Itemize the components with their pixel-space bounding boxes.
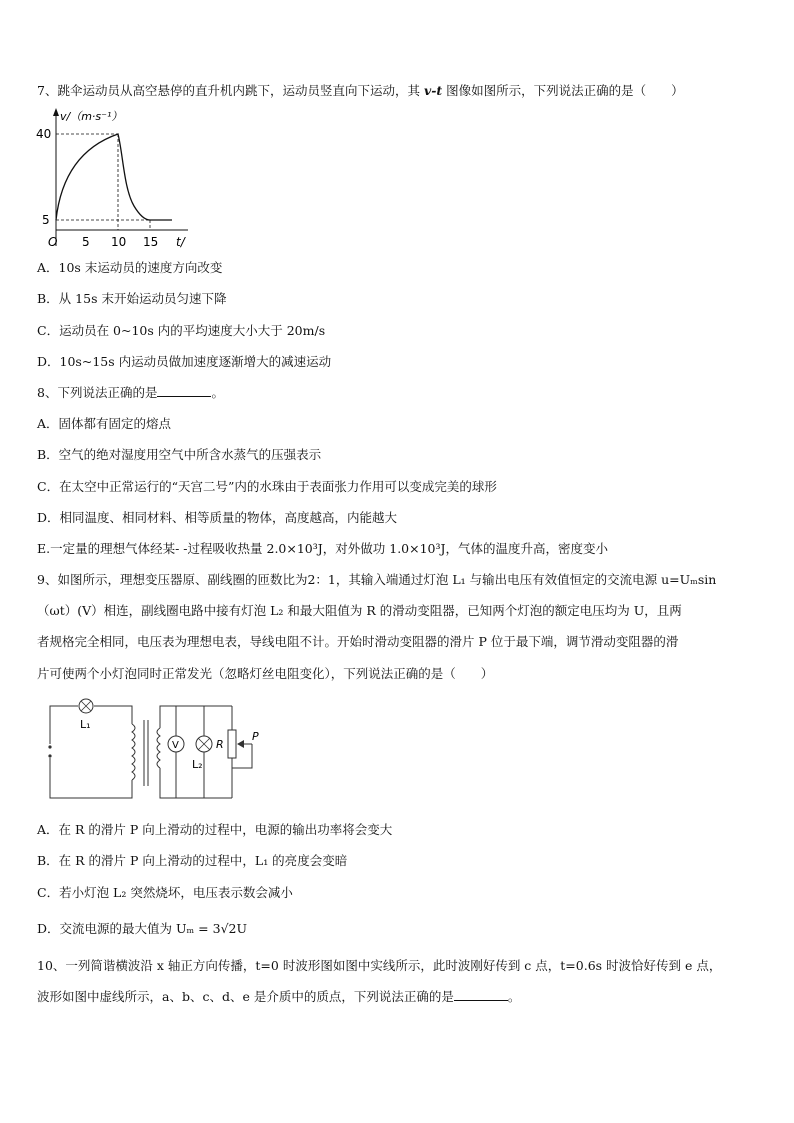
x-tick-5: 5 xyxy=(82,235,90,249)
q9-circuit-diagram xyxy=(40,694,270,804)
q7-option-b: B．从 15s 末开始运动员匀速下降 xyxy=(37,291,227,306)
q9-option-a: A．在 R 的滑片 P 向上滑动的过程中，电源的输出功率将会变大 xyxy=(37,822,393,837)
source-terminal-bottom xyxy=(48,754,51,757)
q9-stem-line3: 者规格完全相同，电压表为理想电表，导线电阻不计。开始时滑动变阻器的滑片 P 位于最下端，调节滑动变阻器的滑 xyxy=(37,634,679,649)
answer-blank xyxy=(157,384,211,397)
q7-stem-vt: v-t xyxy=(423,83,443,98)
y-axis-label: v/（m·s⁻¹） xyxy=(60,110,123,123)
rheostat-icon xyxy=(228,730,236,758)
origin-label: O xyxy=(48,235,58,249)
q10-stem-line2 xyxy=(37,988,520,1006)
q10-stem-line2-text: 波形如图中虚线所示，a、b、c、d、e 是介质中的质点，下列说法正确的是 xyxy=(37,989,454,1004)
y-axis-arrow xyxy=(53,108,59,116)
q9-stem-line4: 片可使两个小灯泡同时正常发光（忽略灯丝电阻变化），下列说法正确的是（ ） xyxy=(37,666,494,681)
lamp-l1-label: L₁ xyxy=(80,718,91,731)
slider-label: P xyxy=(252,730,259,743)
q8-stem xyxy=(37,384,224,402)
q10-stem-line2-end: 。 xyxy=(507,989,521,1004)
q7-stem xyxy=(37,82,684,100)
q9-stem-line2: （ωt）(V）相连，副线圈电路中接有灯泡 L₂ 和最大阻值为 R 的滑动变阻器，已知两个灯泡的额定电压均为 U，且两 xyxy=(37,603,682,618)
x-tick-10: 10 xyxy=(111,235,127,249)
velocity-curve xyxy=(56,134,172,220)
primary-wire-bottom xyxy=(50,758,132,798)
q7-stem-a: 7、跳伞运动员从高空悬停的直升机内跳下，运动员竖直向下运动，其 xyxy=(37,83,424,98)
lamp-l2-label: L₂ xyxy=(192,758,203,771)
q8-option-e: E.一定量的理想气体经某- -过程吸收热量 2.0×10³J，对外做功 1.0×10³J，气体的温度升高，密度变小 xyxy=(37,541,609,556)
q8-stem-end: 。 xyxy=(211,385,224,400)
q7-option-a: A．10s 末运动员的速度方向改变 xyxy=(37,260,223,275)
secondary-wire-bottom xyxy=(160,768,232,798)
q9-stem-line1: 9、如图所示，理想变压器原、副线圈的匝数比为2：1，其输入端通过灯泡 L₁ 与输出电压有效值恒定的交流电源 u=Uₘsin xyxy=(37,572,717,587)
slider-arrow xyxy=(237,740,244,748)
voltmeter-label: V xyxy=(172,740,179,751)
q9-option-d: D．交流电源的最大值为 Uₘ = 3√2U xyxy=(37,921,248,936)
secondary-coil xyxy=(157,728,160,768)
primary-coil xyxy=(132,724,135,780)
y-tick-5: 5 xyxy=(42,213,50,227)
q10-stem-line1: 10、一列简谐横波沿 x 轴正方向传播，t=0 时波形图如图中实线所示，此时波刚好传到 c 点，t=0.6s 时波恰好传到 e 点， xyxy=(37,958,722,973)
primary-wire-top-left xyxy=(50,706,78,744)
rheostat-label: R xyxy=(216,738,224,751)
y-tick-40: 40 xyxy=(36,127,52,141)
x-tick-15: 15 xyxy=(143,235,159,249)
q9-option-b: B．在 R 的滑片 P 向上滑动的过程中，L₁ 的亮度会变暗 xyxy=(37,853,348,868)
q7-option-d: D．10s~15s 内运动员做加速度逐渐增大的减速运动 xyxy=(37,354,332,369)
primary-wire-top-right xyxy=(94,706,132,724)
q7-vt-graph xyxy=(30,104,200,254)
q7-option-c: C．运动员在 0~10s 内的平均速度大小大于 20m/s xyxy=(37,323,326,338)
q8-option-d: D．相同温度、相同材料、相等质量的物体，高度越高，内能越大 xyxy=(37,510,398,525)
q7-stem-b: 图像如图所示，下列说法正确的是（ ） xyxy=(442,83,684,98)
q8-stem-text: 8、下列说法正确的是 xyxy=(37,385,158,400)
q8-option-a: A．固体都有固定的熔点 xyxy=(37,416,172,431)
answer-blank xyxy=(454,988,508,1001)
x-axis-label: t/ xyxy=(176,235,185,249)
q8-option-c: C．在太空中正常运行的“天宫二号”内的水珠由于表面张力作用可以变成完美的球形 xyxy=(37,479,497,494)
source-terminal-top xyxy=(48,745,51,748)
q8-option-b: B．空气的绝对湿度用空气中所含水蒸气的压强表示 xyxy=(37,447,322,462)
slider-wire xyxy=(232,744,252,768)
q9-option-c: C．若小灯泡 L₂ 突然烧坏，电压表示数会减小 xyxy=(37,885,293,900)
secondary-wire-top xyxy=(160,706,232,728)
